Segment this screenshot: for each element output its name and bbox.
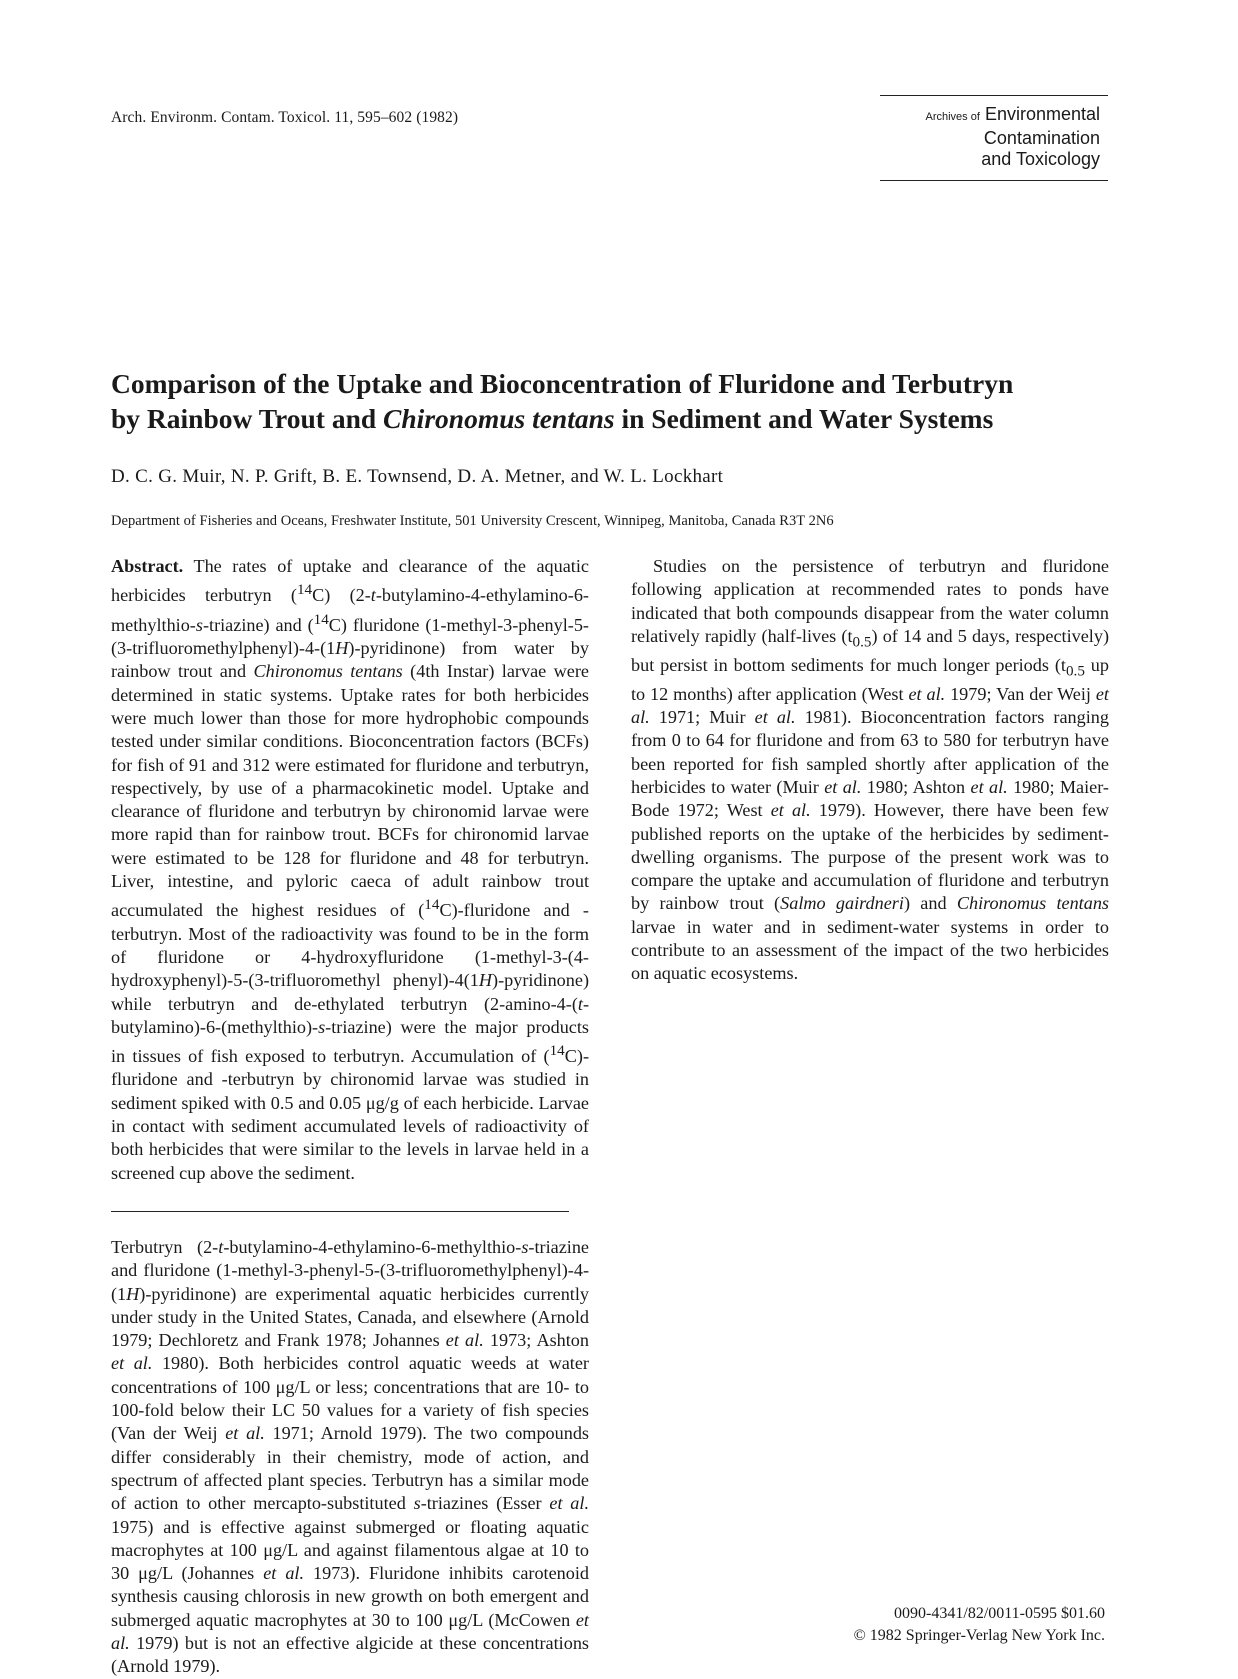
abstract-label: Abstract. <box>111 556 184 576</box>
journal-name-line2: Contamination <box>983 128 1100 148</box>
page-footer <box>780 1603 1105 1647</box>
article-code: 0090-4341/82/0011-0595 $01.60 <box>894 1605 1105 1622</box>
right-column <box>631 555 1109 986</box>
copyright: © 1982 Springer-Verlag New York Inc. <box>853 1627 1105 1644</box>
title-line2-b: in Sediment and Water Systems <box>614 403 994 434</box>
paper-title <box>111 366 1121 436</box>
journal-masthead <box>880 95 1108 181</box>
intro-paragraph-2: Studies on the persistence of terbutryn and fluridone following application at recommended rates to ponds have indicated that both compounds disappear from the water column relatively rapidly (half-lives $(t_{0.5})$ of 14 and 5 days, respectively) but persist in bottom sediments for much longer periods ($t_{0.5}$ up to 12 months) after application (West et al. 1979; Van der Weij et al. 1971; Muir et al. 1981). Bioconcentration factors ranging from 0 to 64 for fluridone and from 63 to 580 for terbutryn have been reported for fish sampled shortly after application of the herbicides to water (Muir et al. 1980; Ashton et al. 1980; Maier-Bode 1972; West et al. 1979). However, there have been few published reports on the uptake of the herbicides by sediment-dwelling organisms. The purpose of the present work was to compare the uptake and accumulation of fluridone and terbutryn by rainbow trout (Salmo gairdneri) and Chironomus tentans larvae in water and in sediment-water systems in order to contribute to an assessment of the impact of the two herbicides on aquatic ecosystems. <box>631 556 1110 984</box>
left-column <box>111 555 589 1679</box>
title-line1: Comparison of the Uptake and Bioconcentration of Fluridone and Terbutryn <box>111 368 1014 399</box>
journal-name-word1: Environmental <box>984 104 1100 124</box>
abstract-separator <box>111 1211 569 1212</box>
journal-prefix: Archives of <box>925 111 980 123</box>
masthead-bottom-rule <box>880 180 1108 181</box>
title-line2-a: by Rainbow Trout and <box>111 403 384 434</box>
title-line2 <box>111 401 1121 436</box>
masthead-top-rule <box>880 95 1108 96</box>
journal-name-line1 <box>880 104 1108 128</box>
title-line2-italic: Chironomus tentans <box>383 403 615 434</box>
affiliation: Department of Fisheries and Oceans, Freshwater Institute, 501 University Crescent, Winnipeg, Manitoba, Canada R3T 2N6 <box>111 513 834 529</box>
abstract: Abstract. The rates of uptake and clearance of the aquatic herbicides terbutryn ($^{14}$C) (2-t-butylamino-4-ethylamino-6-methylthio-s-triazine) and ($^{14}$C) fluridone (1-methyl-3-phenyl-5-(3-trifluoromethylphenyl)-4-(1H)-pyridinone) from water by rainbow trout and Chironomus tentans (4th Instar) larvae were determined in static systems. Uptake rates for both herbicides were much lower than those for more hydrophobic compounds tested under similar conditions. Bioconcentration factors (BCFs) for fish of 91 and 312 were estimated for fluridone and terbutryn, respectively, by use of a pharmacokinetic model. Uptake and clearance of fluridone and terbutryn by chironomid larvae were more rapid than for rainbow trout. BCFs for chironomid larvae were estimated to be 128 for fluridone and 48 for terbutryn. Liver, intestine, and pyloric caeca of adult rainbow trout accumulated the highest residues of ($^{14}$C)-fluridone and -terbutryn. Most of the radioactivity was found to be in the form of fluridone or 4-hydroxyfluridone (1-methyl-3-(4-hydroxyphenyl)-5-(3-trifluoromethyl phenyl)-4(1H)-pyridinone) while terbutryn and de-ethylated terbutryn (2-amino-4-(t-butylamino)-6-(methylthio)-s-triazine) were the major products in tissues of fish exposed to terbutryn. Accumulation of ($^{14}$C)-fluridone and -terbutryn by chironomid larvae was studied in sediment spiked with 0.5 and 0.05 μg/g of each herbicide. Larvae in contact with sediment accumulated levels of radioactivity of both herbicides that were similar to the levels in larvae held in a screened cup above the sediment. <box>111 556 589 1183</box>
journal-citation: Arch. Environm. Contam. Toxicol. 11, 595–602 (1982) <box>111 109 459 126</box>
authors: D. C. G. Muir, N. P. Grift, B. E. Townsend, D. A. Metner, and W. L. Lockhart <box>111 466 724 487</box>
journal-name-line3: and Toxicology <box>981 149 1100 169</box>
intro-paragraph-1: Terbutryn (2-t-butylamino-4-ethylamino-6-methylthio-s-triazine and fluridone (1-methyl-3-phenyl-5-(3-trifluoromethylphenyl)-4-(1H)-pyridinone) are experimental aquatic herbicides currently under study in the United States, Canada, and elsewhere (Arnold 1979; Dechloretz and Frank 1978; Johannes et al. 1973; Ashton et al. 1980). Both herbicides control aquatic weeds at water concentrations of 100 μg/L or less; concentrations that are 10- to 100-fold below their LC 50 values for a variety of fish species (Van der Weij et al. 1971; Arnold 1979). The two compounds differ considerably in their chemistry, mode of action, and spectrum of affected plant species. Terbutryn has a similar mode of action to other mercapto-substituted s-triazines (Esser et al. 1975) and is effective against submerged or floating aquatic macrophytes at 100 μg/L and against filamentous algae at 10 to 30 μg/L (Johannes et al. 1973). Fluridone inhibits carotenoid synthesis causing chlorosis in new growth on both emergent and submerged aquatic macrophytes at 30 to 100 μg/L (McCowen et al. 1979) but is not an effective algicide at these concentrations (Arnold 1979). <box>111 1236 590 1677</box>
